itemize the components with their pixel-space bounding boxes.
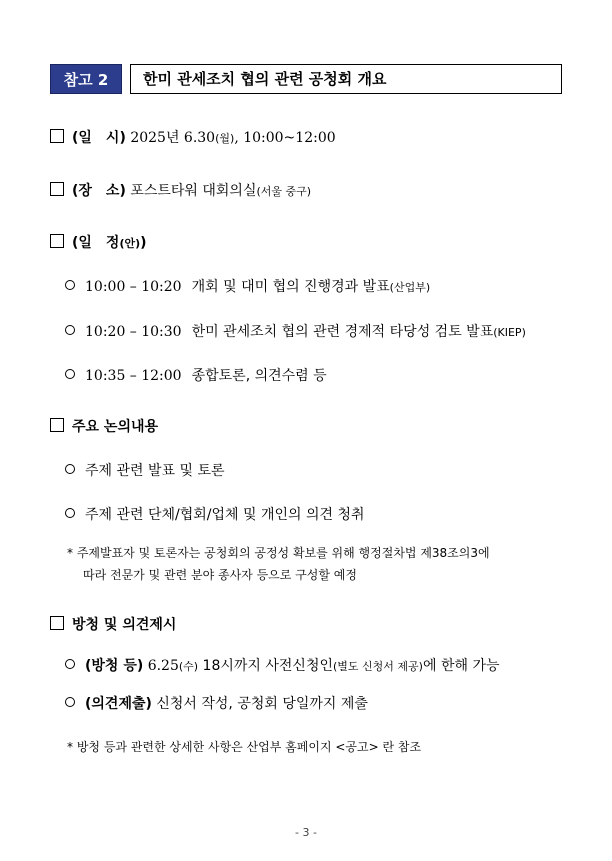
- agenda-time: 10:00 – 10:20: [85, 279, 182, 295]
- attendance-row: [50, 614, 176, 634]
- agenda-text: 종합토론, 의견수렴 등: [191, 368, 327, 384]
- attendance-item-label: (의견제출): [85, 696, 152, 712]
- bullet-circle-icon: [65, 659, 75, 669]
- topics-label: 주요 논의내용: [72, 419, 159, 435]
- schedule-label: (일 시): [72, 130, 126, 146]
- topics-note-line2: 따라 전문가 및 관련 분야 종사자 등으로 구성할 예정: [83, 568, 357, 582]
- attendance-text: 신청서 작성, 공청회 당일까지 제출: [156, 696, 368, 712]
- attendance-item: [65, 655, 500, 675]
- venue-place: 포스트타워 대회의실: [130, 183, 257, 199]
- agenda-time: 10:20 – 10:30: [85, 324, 182, 340]
- venue-location: (서울 중구): [256, 185, 312, 198]
- bullet-circle-icon: [65, 697, 75, 707]
- checkbox-icon: [50, 418, 64, 432]
- agenda-item: [65, 321, 526, 341]
- agenda-row: [50, 232, 147, 252]
- agenda-text: 개회 및 대미 협의 진행경과 발표: [191, 279, 390, 295]
- attendance-day: (수): [178, 660, 199, 673]
- checkbox-icon: [50, 234, 64, 248]
- attendance-note: * 방청 등과 관련한 상세한 사항은 산업부 홈페이지 <공고> 란 참조: [67, 740, 422, 754]
- section-header: [50, 64, 562, 94]
- bullet-circle-icon: [65, 464, 75, 474]
- topic-text: 주제 관련 단체/협회/업체 및 개인의 의견 청취: [85, 507, 365, 523]
- venue-row: [50, 180, 311, 200]
- checkbox-icon: [50, 182, 64, 196]
- schedule-row: [50, 127, 336, 147]
- agenda-suffix: (KIEP): [493, 326, 526, 339]
- checkbox-icon: [50, 129, 64, 143]
- attendance-item: [65, 693, 368, 713]
- agenda-label: (일 정: [72, 235, 120, 251]
- agenda-suffix: (산업부): [389, 281, 431, 294]
- page-number: - 3 -: [295, 826, 317, 839]
- agenda-label-paren: (안): [119, 237, 141, 250]
- agenda-label-close: ): [140, 235, 147, 251]
- attendance-date: 6.25: [147, 658, 179, 674]
- topics-note-line1: * 주제발표자 및 토론자는 공청회의 공정성 확보를 위해 행정절차법 제38조의3에: [67, 546, 490, 560]
- attendance-tail: 에 한해 가능: [422, 658, 500, 674]
- bullet-circle-icon: [65, 508, 75, 518]
- agenda-time: 10:35 – 12:00: [85, 368, 182, 384]
- schedule-day: (월): [215, 132, 235, 145]
- attendance-paren: (별도 신청서 제공): [333, 660, 423, 673]
- attendance-text: 18시까지 사전신청인: [202, 658, 334, 674]
- schedule-date: 2025년 6.30: [130, 130, 216, 146]
- topic-text: 주제 관련 발표 및 토론: [85, 463, 225, 479]
- agenda-text: 한미 관세조치 협의 관련 경제적 타당성 검토 발표: [191, 324, 494, 340]
- schedule-time: , 10:00~12:00: [234, 130, 336, 146]
- bullet-circle-icon: [65, 280, 75, 290]
- agenda-item: [65, 365, 327, 385]
- agenda-item: [65, 276, 430, 296]
- topic-item: [65, 504, 365, 524]
- bullet-circle-icon: [65, 325, 75, 335]
- venue-label: (장 소): [72, 183, 126, 199]
- page-title: 한미 관세조치 협의 관련 공청회 개요: [130, 64, 562, 94]
- reference-tag: 참고 2: [50, 64, 122, 94]
- checkbox-icon: [50, 616, 64, 630]
- bullet-circle-icon: [65, 369, 75, 379]
- topics-row: [50, 416, 158, 436]
- attendance-label: 방청 및 의견제시: [72, 617, 177, 633]
- attendance-item-label: (방청 등): [85, 658, 144, 674]
- topic-item: [65, 460, 225, 480]
